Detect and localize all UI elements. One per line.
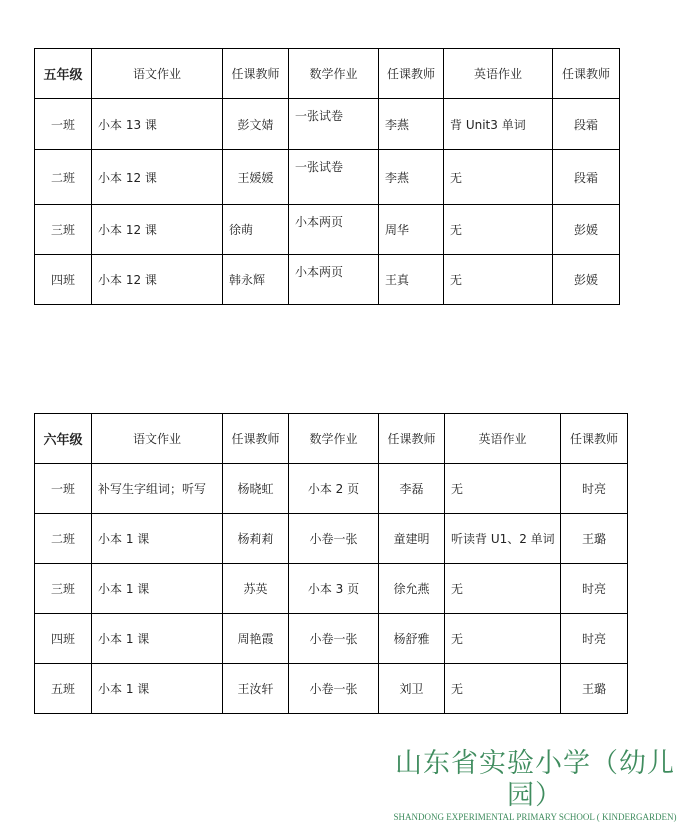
math-homework-cell: 一张试卷 xyxy=(289,150,379,205)
header-teacher: 任课教师 xyxy=(561,414,628,464)
chinese-homework-cell: 小本 1 课 xyxy=(92,664,223,714)
math-teacher-cell: 周华 xyxy=(379,205,444,255)
header-teacher: 任课教师 xyxy=(553,49,620,99)
english-homework-cell: 无 xyxy=(445,464,561,514)
school-name-english: SHANDONG EXPERIMENTAL PRIMARY SCHOOL ( KINDERGARDEN) xyxy=(393,812,677,822)
english-homework-cell: 无 xyxy=(444,205,553,255)
school-name-chinese: 山东省实验小学（幼儿园） xyxy=(395,748,675,811)
class-cell: 一班 xyxy=(35,99,92,150)
table-row xyxy=(35,614,628,664)
english-teacher-cell: 段霜 xyxy=(553,99,620,150)
header-chinese: 语文作业 xyxy=(92,414,223,464)
chinese-teacher-cell: 王汝轩 xyxy=(223,664,289,714)
class-cell: 二班 xyxy=(35,514,92,564)
grade-label: 五年级 xyxy=(35,49,92,99)
chinese-teacher-cell: 彭文婧 xyxy=(223,99,289,150)
math-teacher-cell: 童建明 xyxy=(379,514,445,564)
header-teacher: 任课教师 xyxy=(379,49,444,99)
english-teacher-cell: 段霜 xyxy=(553,150,620,205)
english-teacher-cell: 王璐 xyxy=(561,514,628,564)
math-homework-cell: 小本两页 xyxy=(289,205,379,255)
class-cell: 四班 xyxy=(35,614,92,664)
table-row xyxy=(35,150,620,205)
english-teacher-cell: 时亮 xyxy=(561,464,628,514)
table-row xyxy=(35,464,628,514)
chinese-homework-cell: 小本 1 课 xyxy=(92,614,223,664)
math-teacher-cell: 刘卫 xyxy=(379,664,445,714)
chinese-homework-cell: 小本 12 课 xyxy=(92,150,223,205)
math-teacher-cell: 李磊 xyxy=(379,464,445,514)
table-row xyxy=(35,664,628,714)
table-row xyxy=(35,514,628,564)
chinese-homework-cell: 小本 1 课 xyxy=(92,564,223,614)
table-header-row xyxy=(35,49,620,99)
table-row xyxy=(35,205,620,255)
math-homework-cell: 一张试卷 xyxy=(289,99,379,150)
class-cell: 一班 xyxy=(35,464,92,514)
english-teacher-cell: 时亮 xyxy=(561,614,628,664)
english-homework-cell: 听读背 U1、2 单词 xyxy=(445,514,561,564)
math-homework-cell: 小卷一张 xyxy=(289,514,379,564)
class-cell: 三班 xyxy=(35,564,92,614)
math-teacher-cell: 徐允燕 xyxy=(379,564,445,614)
math-homework-cell: 小卷一张 xyxy=(289,614,379,664)
header-english: 英语作业 xyxy=(444,49,553,99)
class-cell: 五班 xyxy=(35,664,92,714)
chinese-teacher-cell: 周艳霞 xyxy=(223,614,289,664)
header-chinese: 语文作业 xyxy=(92,49,223,99)
table-row xyxy=(35,99,620,150)
chinese-homework-cell: 小本 13 课 xyxy=(92,99,223,150)
class-cell: 二班 xyxy=(35,150,92,205)
english-teacher-cell: 彭媛 xyxy=(553,205,620,255)
grade5-homework-table xyxy=(34,48,620,305)
chinese-homework-cell: 补写生字组词；听写 xyxy=(92,464,223,514)
math-teacher-cell: 李燕 xyxy=(379,150,444,205)
english-homework-cell: 背 Unit3 单词 xyxy=(444,99,553,150)
chinese-teacher-cell: 王媛媛 xyxy=(223,150,289,205)
chinese-teacher-cell: 杨晓虹 xyxy=(223,464,289,514)
header-teacher: 任课教师 xyxy=(223,414,289,464)
english-homework-cell: 无 xyxy=(445,614,561,664)
chinese-homework-cell: 小本 12 课 xyxy=(92,255,223,305)
grade-label: 六年级 xyxy=(35,414,92,464)
english-homework-cell: 无 xyxy=(444,150,553,205)
chinese-teacher-cell: 杨莉莉 xyxy=(223,514,289,564)
chinese-teacher-cell: 韩永辉 xyxy=(223,255,289,305)
school-watermark xyxy=(385,748,685,823)
header-teacher: 任课教师 xyxy=(223,49,289,99)
table-row xyxy=(35,255,620,305)
english-homework-cell: 无 xyxy=(444,255,553,305)
class-cell: 三班 xyxy=(35,205,92,255)
math-teacher-cell: 杨舒雅 xyxy=(379,614,445,664)
english-teacher-cell: 彭媛 xyxy=(553,255,620,305)
math-homework-cell: 小卷一张 xyxy=(289,664,379,714)
english-homework-cell: 无 xyxy=(445,564,561,614)
header-english: 英语作业 xyxy=(445,414,561,464)
table-row xyxy=(35,564,628,614)
class-cell: 四班 xyxy=(35,255,92,305)
chinese-teacher-cell: 徐萌 xyxy=(223,205,289,255)
math-teacher-cell: 王真 xyxy=(379,255,444,305)
math-homework-cell: 小本 2 页 xyxy=(289,464,379,514)
header-math: 数学作业 xyxy=(289,414,379,464)
table-header-row xyxy=(35,414,628,464)
chinese-homework-cell: 小本 1 课 xyxy=(92,514,223,564)
english-homework-cell: 无 xyxy=(445,664,561,714)
math-homework-cell: 小本 3 页 xyxy=(289,564,379,614)
english-teacher-cell: 时亮 xyxy=(561,564,628,614)
math-teacher-cell: 李燕 xyxy=(379,99,444,150)
header-teacher: 任课教师 xyxy=(379,414,445,464)
english-teacher-cell: 王璐 xyxy=(561,664,628,714)
header-math: 数学作业 xyxy=(289,49,379,99)
math-homework-cell: 小本两页 xyxy=(289,255,379,305)
grade6-homework-table xyxy=(34,413,628,714)
chinese-homework-cell: 小本 12 课 xyxy=(92,205,223,255)
chinese-teacher-cell: 苏英 xyxy=(223,564,289,614)
